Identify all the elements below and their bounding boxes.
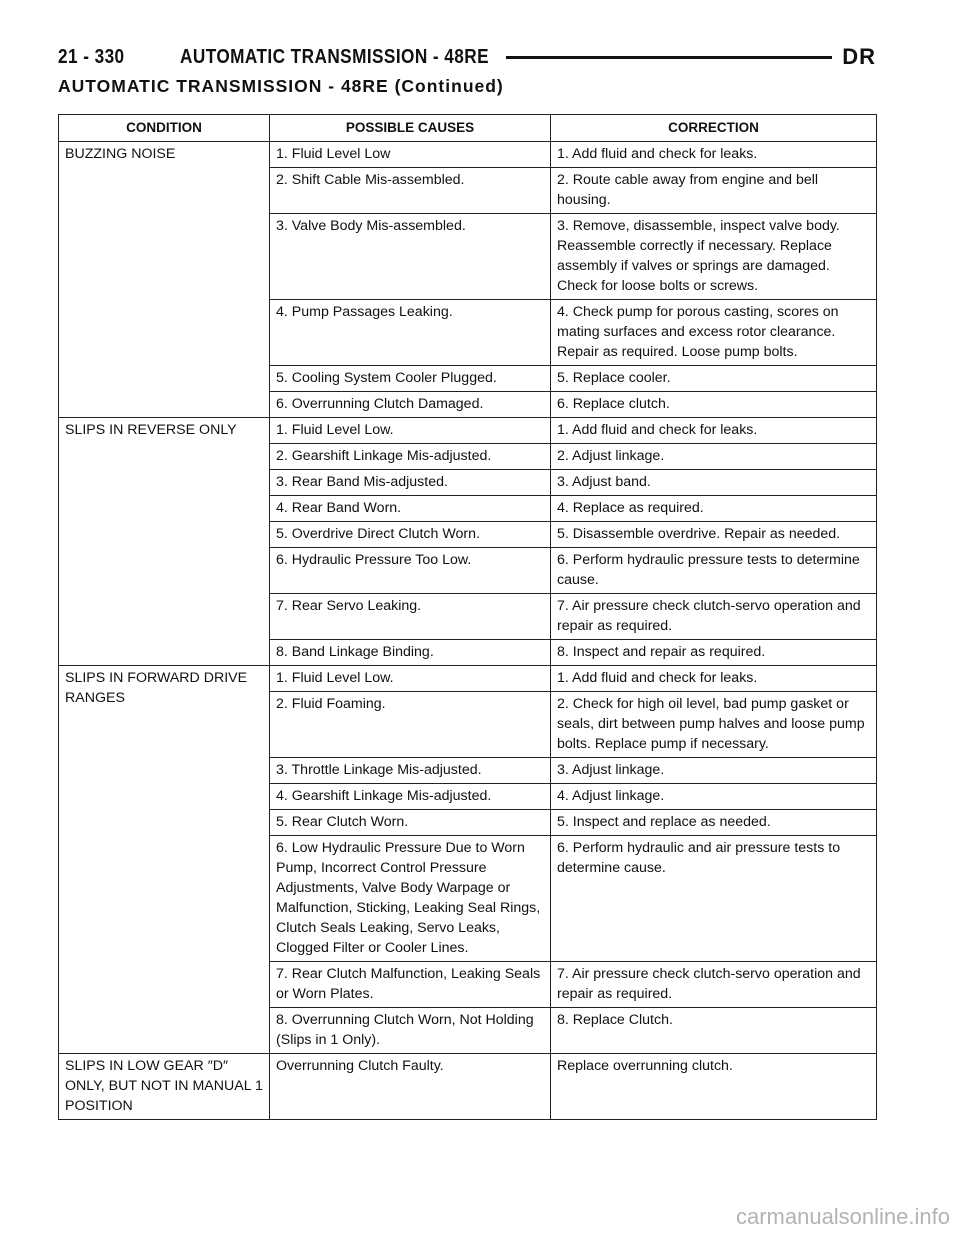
- cause-cell: 5. Rear Clutch Worn.: [270, 810, 551, 836]
- cause-cell: 7. Rear Clutch Malfunction, Leaking Seals or Worn Plates.: [270, 962, 551, 1008]
- page-header: [58, 42, 876, 72]
- section-title: AUTOMATIC TRANSMISSION - 48RE: [180, 45, 490, 68]
- correction-cell: 5. Disassemble overdrive. Repair as needed.: [551, 522, 877, 548]
- correction-cell: 3. Remove, disassemble, inspect valve body. Reassemble correctly if necessary. Replace assembly if valves or springs are damaged. Check for loose bolts or screws.: [551, 214, 877, 300]
- correction-cell: 3. Adjust linkage.: [551, 758, 877, 784]
- cause-cell: 6. Hydraulic Pressure Too Low.: [270, 548, 551, 594]
- correction-cell: 5. Replace cooler.: [551, 366, 877, 392]
- cause-cell: 8. Overrunning Clutch Worn, Not Holding (Slips in 1 Only).: [270, 1008, 551, 1054]
- page-subtitle: AUTOMATIC TRANSMISSION - 48RE (Continued): [58, 76, 504, 96]
- column-header-causes: POSSIBLE CAUSES: [270, 115, 551, 142]
- condition-cell: SLIPS IN FORWARD DRIVE RANGES: [59, 666, 270, 1054]
- cause-cell: 2. Gearshift Linkage Mis-adjusted.: [270, 444, 551, 470]
- table-header-row: [59, 115, 877, 142]
- cause-cell: 3. Rear Band Mis-adjusted.: [270, 470, 551, 496]
- cause-cell: 1. Fluid Level Low.: [270, 666, 551, 692]
- cause-cell: 5. Overdrive Direct Clutch Worn.: [270, 522, 551, 548]
- column-header-correction: CORRECTION: [551, 115, 877, 142]
- table-body: [59, 142, 877, 1120]
- correction-cell: 4. Replace as required.: [551, 496, 877, 522]
- correction-cell: 7. Air pressure check clutch-servo operation and repair as required.: [551, 594, 877, 640]
- correction-cell: 6. Replace clutch.: [551, 392, 877, 418]
- correction-cell: 2. Route cable away from engine and bell housing.: [551, 168, 877, 214]
- correction-cell: 2. Adjust linkage.: [551, 444, 877, 470]
- correction-cell: 6. Perform hydraulic and air pressure tests to determine cause.: [551, 836, 877, 962]
- condition-cell: SLIPS IN REVERSE ONLY: [59, 418, 270, 666]
- correction-cell: 1. Add fluid and check for leaks.: [551, 142, 877, 168]
- correction-cell: 3. Adjust band.: [551, 470, 877, 496]
- cause-cell: 1. Fluid Level Low: [270, 142, 551, 168]
- model-code: DR: [842, 44, 876, 69]
- correction-cell: 5. Inspect and replace as needed.: [551, 810, 877, 836]
- correction-cell: 4. Check pump for porous casting, scores on mating surfaces and excess rotor clearance. Repair as required. Loose pump bolts.: [551, 300, 877, 366]
- cause-cell: 2. Fluid Foaming.: [270, 692, 551, 758]
- correction-cell: Replace overrunning clutch.: [551, 1054, 877, 1120]
- cause-cell: Overrunning Clutch Faulty.: [270, 1054, 551, 1120]
- correction-cell: 4. Adjust linkage.: [551, 784, 877, 810]
- cause-cell: 3. Valve Body Mis-assembled.: [270, 214, 551, 300]
- correction-cell: 7. Air pressure check clutch-servo operation and repair as required.: [551, 962, 877, 1008]
- watermark: carmanualsonline.info: [735, 1204, 950, 1229]
- table-row: [59, 418, 877, 444]
- column-header-condition: CONDITION: [59, 115, 270, 142]
- cause-cell: 4. Gearshift Linkage Mis-adjusted.: [270, 784, 551, 810]
- cause-cell: 6. Overrunning Clutch Damaged.: [270, 392, 551, 418]
- condition-cell: BUZZING NOISE: [59, 142, 270, 418]
- cause-cell: 1. Fluid Level Low.: [270, 418, 551, 444]
- correction-cell: 2. Check for high oil level, bad pump gasket or seals, dirt between pump halves and loose pump bolts. Replace pump if necessary.: [551, 692, 877, 758]
- header-rule: [506, 56, 832, 59]
- cause-cell: 3. Throttle Linkage Mis-adjusted.: [270, 758, 551, 784]
- condition-cell: SLIPS IN LOW GEAR ″D″ ONLY, BUT NOT IN MANUAL 1 POSITION: [59, 1054, 270, 1120]
- correction-cell: 6. Perform hydraulic pressure tests to determine cause.: [551, 548, 877, 594]
- cause-cell: 5. Cooling System Cooler Plugged.: [270, 366, 551, 392]
- diagnosis-table: [58, 114, 877, 1120]
- table-row: [59, 142, 877, 168]
- cause-cell: 7. Rear Servo Leaking.: [270, 594, 551, 640]
- cause-cell: 6. Low Hydraulic Pressure Due to Worn Pump, Incorrect Control Pressure Adjustments, Valve Body Warpage or Malfunction, Sticking, Leaking Seal Rings, Clutch Seals Leaking, Servo Leaks, Clogged Filter or Cooler Lines.: [270, 836, 551, 962]
- correction-cell: 8. Replace Clutch.: [551, 1008, 877, 1054]
- cause-cell: 4. Pump Passages Leaking.: [270, 300, 551, 366]
- page-number: 21 - 330: [58, 45, 125, 68]
- cause-cell: 8. Band Linkage Binding.: [270, 640, 551, 666]
- table-row: [59, 666, 877, 692]
- correction-cell: 1. Add fluid and check for leaks.: [551, 418, 877, 444]
- cause-cell: 4. Rear Band Worn.: [270, 496, 551, 522]
- correction-cell: 8. Inspect and repair as required.: [551, 640, 877, 666]
- table-row: [59, 1054, 877, 1120]
- correction-cell: 1. Add fluid and check for leaks.: [551, 666, 877, 692]
- cause-cell: 2. Shift Cable Mis-assembled.: [270, 168, 551, 214]
